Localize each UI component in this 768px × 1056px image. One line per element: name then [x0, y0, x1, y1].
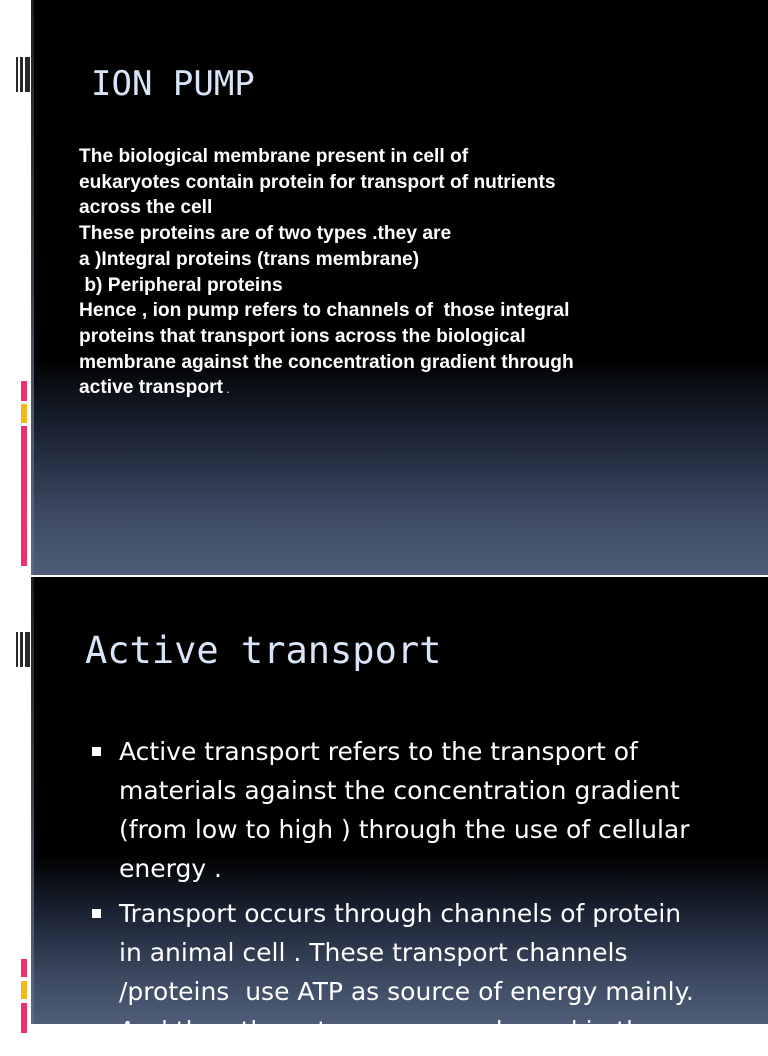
accent-yellow-mark	[21, 404, 27, 423]
slide-title: ION PUMP	[91, 64, 255, 104]
bullet-line: Active transport refers to the transport of	[119, 737, 638, 766]
body-line: eukaryotes contain protein for transport of nutrients	[79, 171, 556, 193]
decorative-bars-icon	[16, 632, 30, 667]
bullet-line: Transport occurs through channels of protein	[119, 899, 682, 928]
body-last-line-tail: .	[222, 382, 230, 397]
list-item	[90, 732, 740, 888]
body-line: a )Integral proteins (trans membrane)	[79, 248, 420, 270]
bullet-line: (from low to high ) through the use of cellular	[119, 815, 690, 844]
slide-active-transport	[0, 577, 768, 1045]
body-line: across the cell	[79, 197, 213, 219]
square-bullet-icon	[92, 747, 101, 756]
body-last-line	[79, 375, 739, 403]
body-line: These proteins are of two types .they are	[79, 223, 452, 245]
slide-title: Active transport	[85, 629, 442, 672]
body-last-line-text: active transport	[79, 377, 223, 399]
square-bullet-icon	[92, 909, 101, 918]
body-line: membrane against the concentration gradient through	[79, 351, 574, 373]
accent-pink-mark	[21, 381, 27, 401]
bullet-line: materials against the concentration gradient	[119, 776, 680, 805]
bullet-line: in animal cell . These transport channels	[119, 938, 628, 967]
bullet-line: energy .	[119, 854, 223, 883]
accent-pink-bar	[21, 426, 27, 566]
slide-body-text	[79, 144, 739, 403]
body-line: proteins that transport ions across the biological	[79, 325, 526, 347]
bullet-list	[90, 732, 740, 1056]
bullet-line: And then they store energy released in the	[119, 1016, 658, 1045]
slide-band-edge	[31, 577, 34, 1024]
body-line: The biological membrane present in cell of	[79, 146, 469, 167]
list-item	[90, 894, 740, 1050]
bullet-line: /proteins use ATP as source of energy mainly.	[119, 977, 694, 1006]
accent-pink-mark	[21, 959, 27, 977]
accent-yellow-mark	[21, 981, 27, 999]
slide-band-edge	[31, 0, 34, 575]
accent-pink-bar	[21, 1003, 27, 1033]
decorative-bars-icon	[16, 57, 30, 92]
body-line: b) Peripheral proteins	[79, 274, 283, 296]
body-line: Hence , ion pump refers to channels of those integral	[79, 300, 570, 322]
